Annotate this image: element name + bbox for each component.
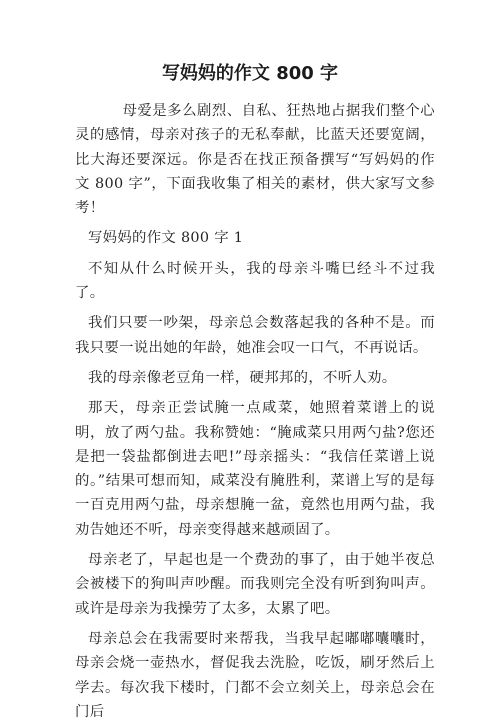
- paragraph: 那天，母亲正尝试腌一点咸菜，她照着菜谱上的说明，放了两勺盐。我称赞她：“腌咸菜只用两勺盐?您还是把一袋盐都倒进去吧!”母亲摇头：“我信任菜谱上说的。”结果可想而知，咸菜没有腌胜利，菜谱上写的是每一百克用两勺盐，母亲想腌一盆，竟然也用两勺盐，我劝告她还不听，母亲变得越来越顽固了。: [75, 400, 435, 538]
- paragraph: 我的母亲像老豆角一样，硬邦邦的，不听人劝。: [87, 369, 397, 386]
- page-title: 写妈妈的作文 800 字: [161, 63, 339, 84]
- paragraph: 我们只要一吵架，母亲总会数落起我的各种不是。而我只要一说出她的年龄，她准会叹一口气，不再说话。: [75, 315, 435, 356]
- paragraph: 母亲总会在我需要时来帮我，当我早起嘟嘟囔囔时，母亲会烧一壶热水，督促我去洗脸，吃饭，刷牙然后上学去。每次我下楼时，门都不会立刻关上，母亲总会在门后: [75, 630, 435, 720]
- paragraph: 不知从什么时候开头，我的母亲斗嘴巳经斗不过我了。: [75, 260, 435, 302]
- section-heading: 写妈妈的作文 800 字 1: [87, 230, 244, 247]
- paragraph-intro: 母爱是多么剧烈、自私、狂热地占据我们整个心灵的感情，母亲对孩子的无私奉献，比蓝天还要宽阔，比大海还要深远。你是否在找正预备撰写“写妈妈的作文 800 字”，下面我收集了相关的素材，供大家写文参考！: [75, 103, 435, 217]
- article-body: [75, 99, 435, 724]
- paragraph: 母亲老了，早起也是一个费劲的事了，由于她半夜总会被楼下的狗叫声吵醒。而我则完全没有听到狗叫声。或许是母亲为我操劳了太多，太累了吧。: [75, 552, 435, 617]
